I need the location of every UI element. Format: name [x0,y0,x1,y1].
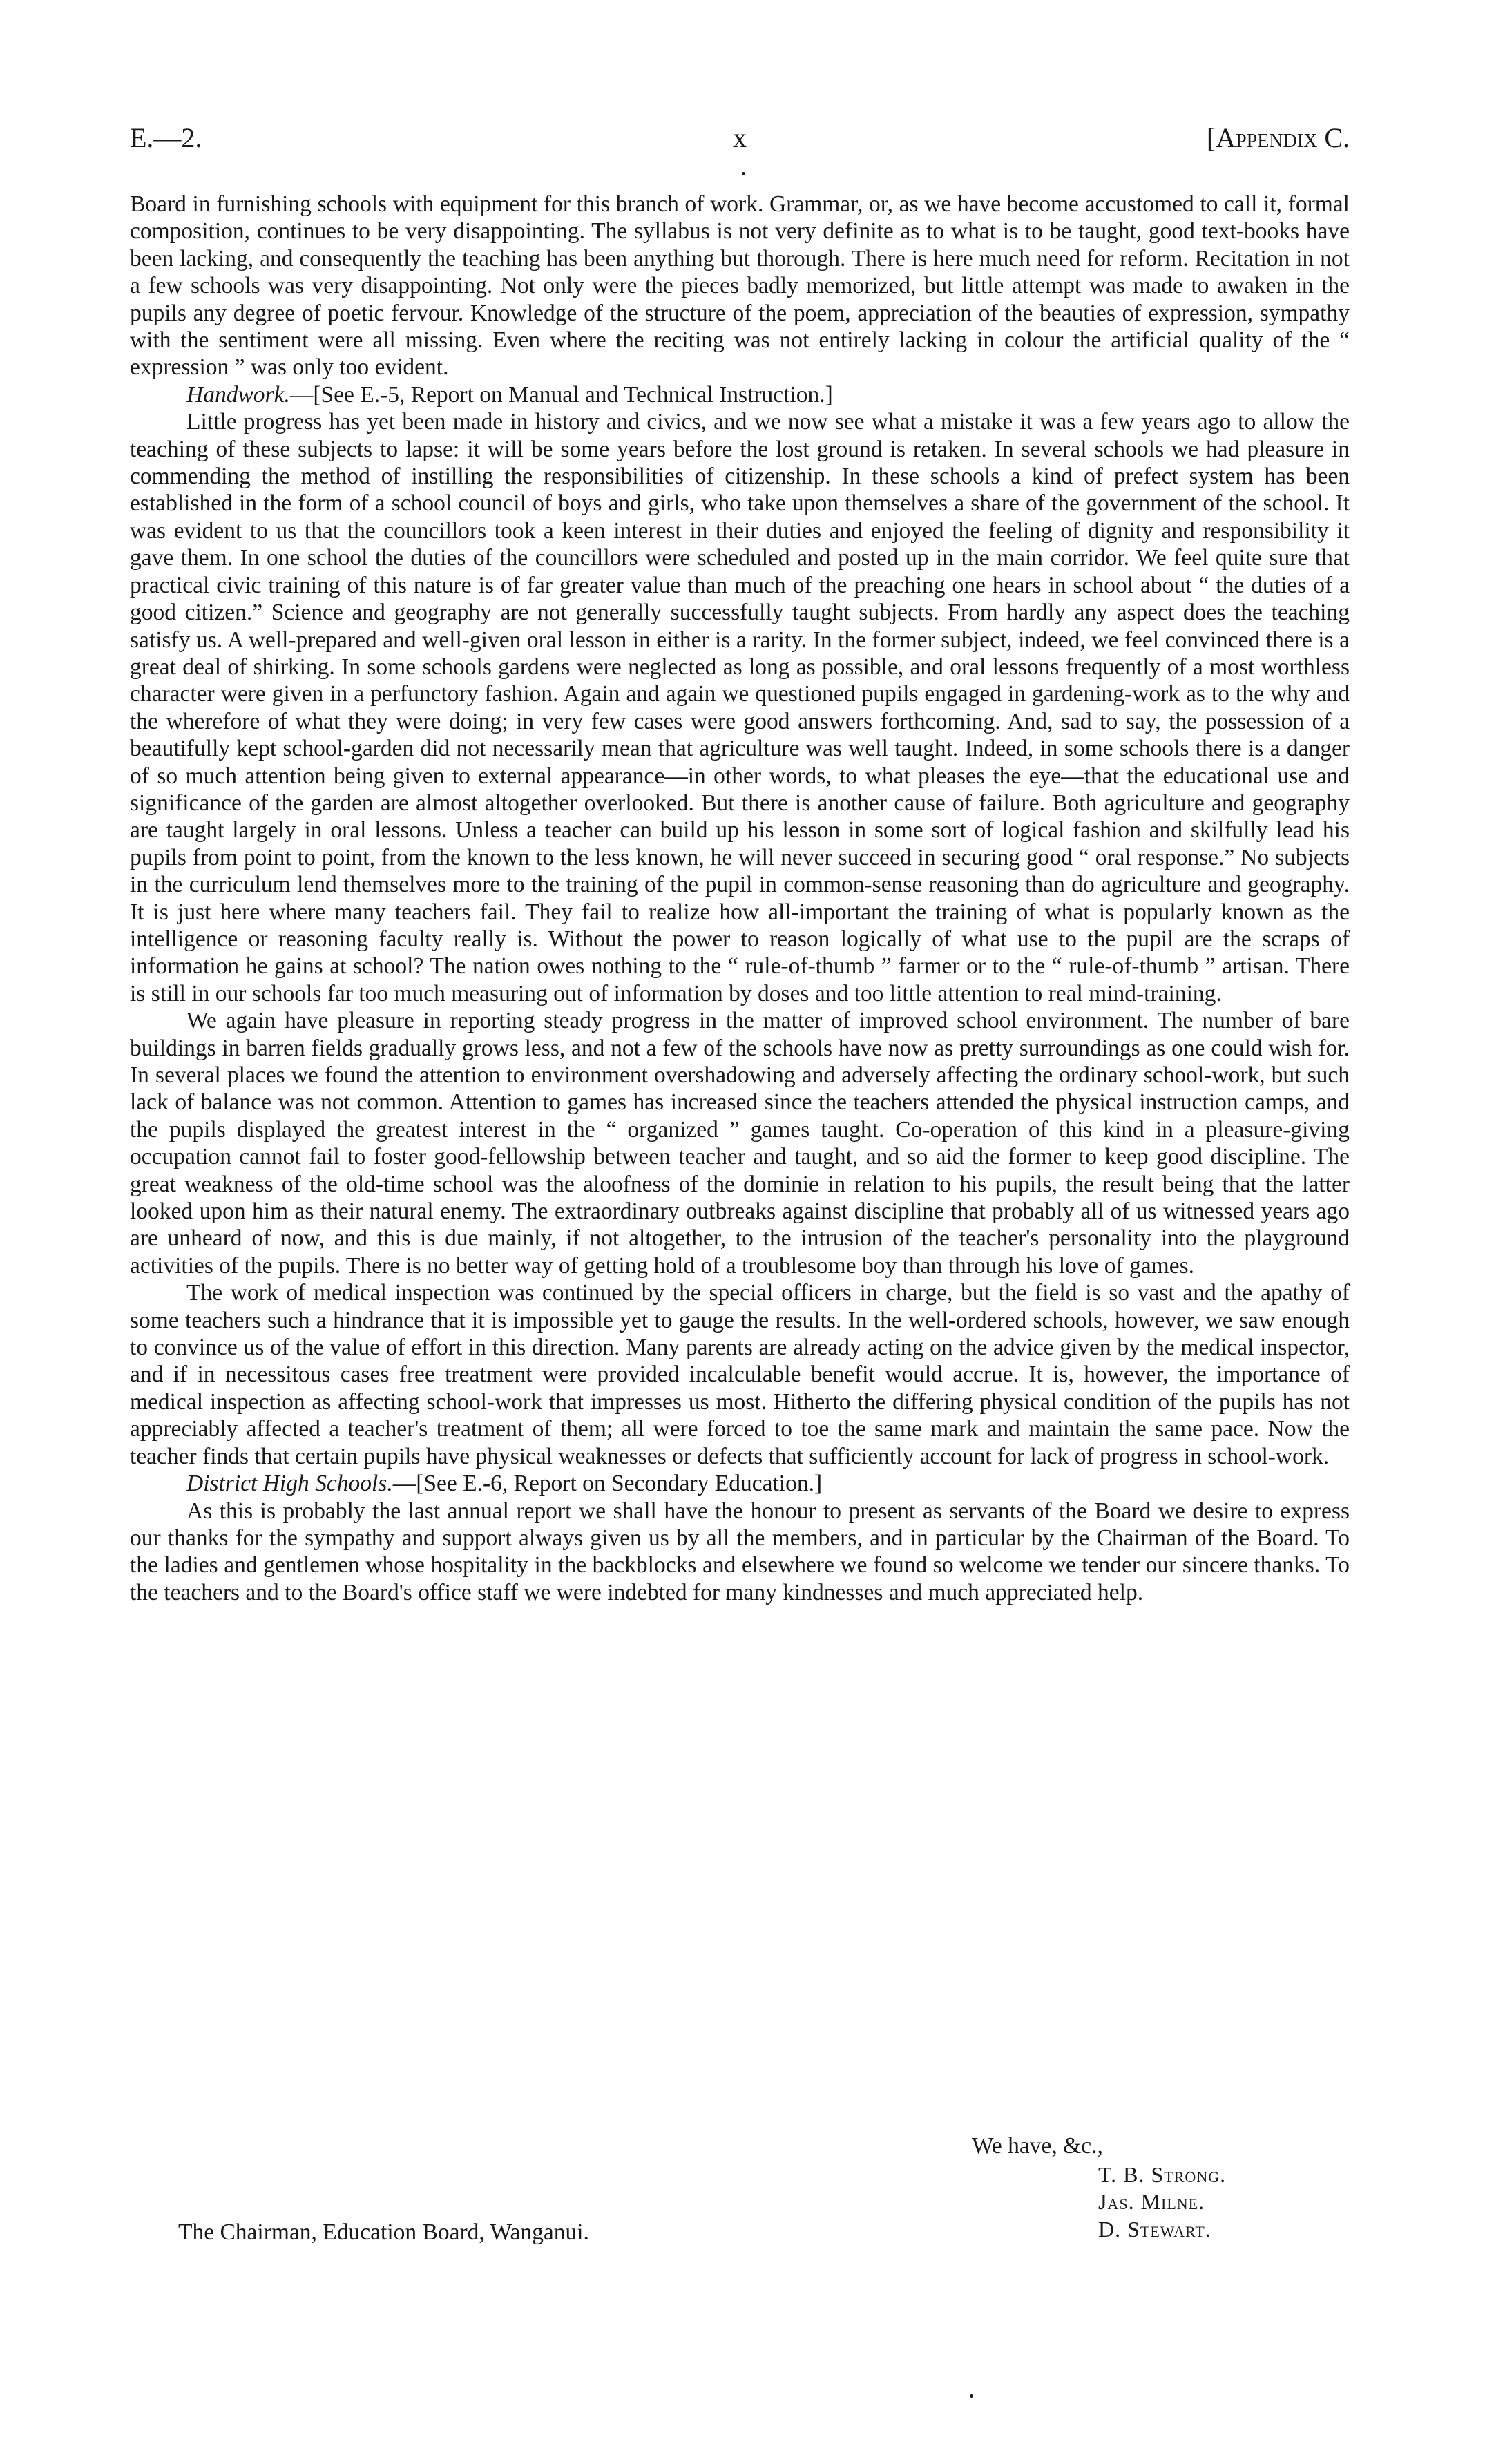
signatory-stewart: D. Stewart. [1098,2216,1211,2242]
page-number: x [733,122,747,153]
section-heading-district-high: District High Schools. [186,1471,393,1497]
signatures [1098,2161,1226,2243]
section-handwork [130,381,1350,408]
header-appendix: [Appendix C. [1206,122,1350,153]
closing-salutation: We have, &c., [972,2133,1103,2159]
section-district-high-schools [130,1470,1350,1497]
page-header [130,122,1350,163]
report-body [130,191,1350,1606]
print-speck [970,2394,973,2398]
signatory-strong: T. B. Strong. [1098,2162,1227,2187]
section-ref-district-high: —[See E.-6, Report on Secondary Education.] [392,1471,823,1497]
print-speck [742,172,745,175]
paragraph-medical-inspection: The work of medical inspection was continued by the special officers in charge, but the field is so vast and the apathy of some teachers such a hindrance that it is impossible yet to gauge the results. In the well-ordered schools, however, we saw enough to convince us of the value of effort in this direction. Many parents are already acting on the advice given by the medical inspector, and if in necessitous cases free treatment were provided incalculable benefit would accrue. It is, however, the importance of medical inspection as affecting school-work that impresses us most. Hitherto the differing physical condition of the pupils has not appreciably affected a teacher's treatment of them; all were forced to toe the same mark and maintain the same pace. Now the teacher finds that certain pupils have physical weaknesses or defects that sufficiently account for lack of progress in school-work. [130,1280,1350,1469]
paragraph-grammar-recitation: Board in furnishing schools with equipment for this branch of work. Grammar, or, as we have become accustomed to call it, formal composition, continues to be very disappointing. The syllabus is not very definite as to what is to be taught, good text-books have been lacking, and consequently the teaching has been anything but thorough. There is here much need for reform. Recitation in not a few schools was very disappointing. Not only were the pieces badly memorized, but little attempt was made to awaken in the pupils any degree of poetic fervour. Knowledge of the structure of the poem, appreciation of the beauties of expression, sympathy with the sentiment were all missing. Even where the reciting was not entirely lacking in colour the artificial quality of the “ expression ” was only too evident. [130,191,1350,381]
paragraph-history-civics: Little progress has yet been made in history and civics, and we now see what a mistake it was a few years ago to allow the teaching of these subjects to lapse: it will be some years before the lost ground is retaken. In several schools we had pleasure in commending the method of instilling the responsibilities of citizenship. In these schools a kind of prefect system has been established in the form of a school council of boys and girls, who take upon themselves a share of the government of the school. It was evident to us that the councillors took a keen interest in their duties and enjoyed the feeling of dignity and responsibility it gave them. In one school the duties of the councillors were scheduled and posted up in the main corridor. We feel quite sure that practical civic training of this nature is of far greater value than much of the preaching one hears in school about “ the duties of a good citizen.” Science and geography are not generally successfully taught subjects. From hardly any aspect does the teaching satisfy us. A well-prepared and well-given oral lesson in either is a rarity. In the former subject, indeed, we feel convinced there is a great deal of shirking. In some schools gardens were neglected as long as possible, and oral lessons frequently of a most worthless character were given in a perfunctory fashion. Again and again we questioned pupils engaged in gardening-work as to the why and the wherefore of what they were doing; in very few cases were good answers forthcoming. And, sad to say, the possession of a beautifully kept school-garden did not necessarily mean that agriculture was well taught. Indeed, in some schools there is a danger of so much attention being given to external appearance—in other words, to what pleases the eye—that the educational use and significance of the garden are almost altogether overlooked. But there is another cause of failure. Both agriculture and geography are taught largely in oral lessons. Unless a teacher can build up his lesson in some sort of logical fashion and skilfully lead his pupils from point to point, from the known to the less known, he will never succeed in securing good “ oral response.” No subjects in the curriculum lend themselves more to the training of the pupil in common-sense reasoning than do agriculture and geography. It is just here where many teachers fail. They fail to realize how all-important the training of what is popularly known as the intelligence or reasoning faculty really is. Without the power to reason logically of what use to the pupil are the scraps of information he gains at school? The nation owes nothing to the “ rule-of-thumb ” farmer or to the “ rule-of-thumb ” artisan. There is still in our schools far too much measuring out of information by doses and too little attention to real mind-training. [130,409,1350,1006]
header-reference: E.—2. [130,122,202,153]
paragraph-environment: We again have pleasure in reporting steady progress in the matter of improved school environment. The number of bare buildings in barren fields gradually grows less, and not a few of the schools have now as pretty surroundings as one could wish for. In several places we found the attention to environment overshadowing and adversely affecting the ordinary school-work, but such lack of balance was not common. Attention to games has increased since the teachers attended the physical instruction camps, and the pupils displayed the greatest interest in the “ organized ” games taught. Co-operation of this kind in a pleasure-giving occupation cannot fail to foster good-fellowship between teacher and taught, and so aid the former to keep good discipline. The great weakness of the old-time school was the aloofness of the dominie in relation to his pupils, the result being that the latter looked upon him as their natural enemy. The extraordinary outbreaks against discipline that probably all of us witnessed years ago are unheard of now, and this is due mainly, if not altogether, to the intrusion of the teacher's personality into the playground activities of the pupils. There is no better way of getting hold of a troublesome boy than through his love of games. [130,1008,1350,1279]
signatory-milne: Jas. Milne. [1098,2189,1205,2215]
section-heading-handwork: Handwork. [186,381,290,408]
addressee: The Chairman, Education Board, Wanganui. [178,2219,589,2245]
section-ref-handwork: —[See E.-5, Report on Manual and Technical Instruction.] [289,381,833,408]
paragraph-thanks: As this is probably the last annual report we shall have the honour to present as servants of the Board we desire to express our thanks for the sympathy and support always given us by all the members, and in particular by the Chairman of the Board. To the ladies and gentlemen whose hospitality in the backblocks and elsewhere we found so welcome we tender our sincere thanks. To the teachers and to the Board's office staff we were indebted for many kindnesses and much appreciated help. [130,1498,1350,1605]
